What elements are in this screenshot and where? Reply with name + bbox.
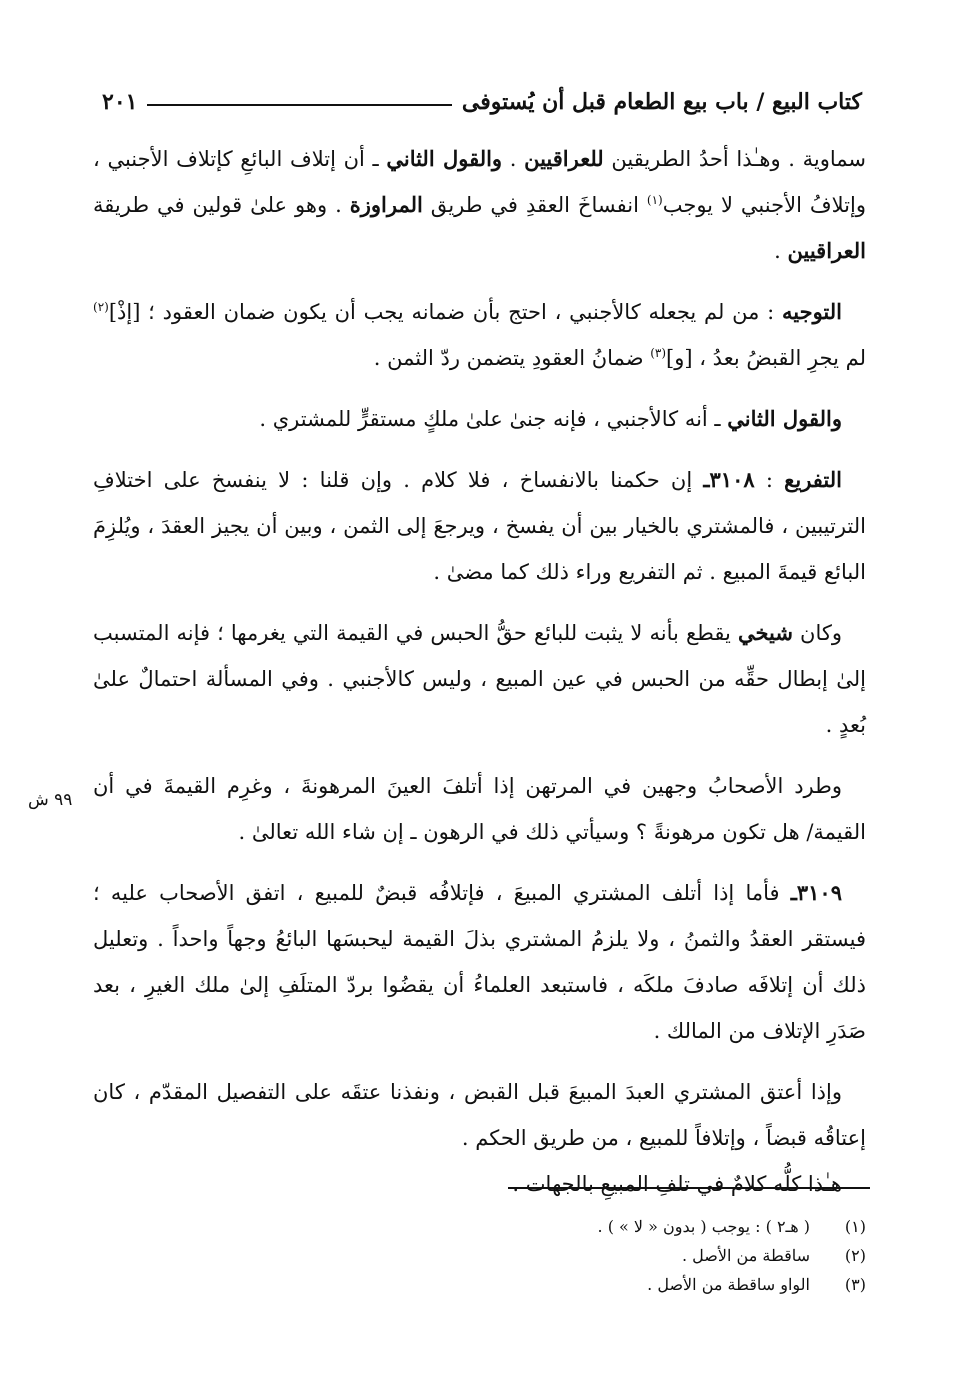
text-run: : من لم يجعله كالأجنبي ، احتج بأن ضمانه يجب أن يكون ضمان العقود ؛ [إذْ] (108, 300, 782, 324)
header-rule (147, 104, 451, 106)
paragraph-2 (93, 289, 866, 381)
text-run: . وهو علىٰ قولين في طريقة (93, 193, 350, 217)
text-run: سماوية . وهـٰذا أحدُ الطريقين (603, 147, 866, 171)
footnote-item (93, 1212, 866, 1241)
paragraph-7 (93, 870, 866, 1054)
text-run: إن حكمنا بالانفساخ ، فلا كلام . وإن قلنا : لا ينفسخ على اختلافِ الترتيبين ، فالمشتري بالخيار بين أن يفسخ ، ويرجعَ إلى الثمن ، وبين أن يجيز العقدَ ، ويُلزِمَ البائع قيمةَ المبيع . ثم التفريع وراء ذلك كما مضىٰ . (93, 468, 866, 584)
footnote-text: ( هـ٢ ) : يوجب ( بدون « لا » ) . (597, 1217, 810, 1236)
running-header (102, 84, 862, 120)
bold-term: والقول الثاني (386, 146, 503, 171)
chapter-title: كتاب البيع / باب بيع الطعام قبل أن يُستوفى (461, 89, 862, 115)
footnote-text: ساقطة من الأصل . (682, 1246, 810, 1265)
text-run: ـ أن إتلاف البائعِ كإتلاف الأجنبي ، وإتلافُ الأجنبي لا يوجب (93, 147, 866, 217)
text-run: وإذا أعتق المشتري العبدَ المبيعَ قبل القبض ، ونفذنا عتقَه على التفصيل المقدّم ، كان إعتاقُه قبضاً ، وإتلافاً للمبيع ، من طريق الحكم . (93, 1080, 866, 1150)
body-text (93, 136, 866, 1207)
paragraph-5 (93, 610, 866, 748)
bold-term: العراقيين (787, 238, 866, 263)
issue-number: ٣١٠٩ـ (790, 880, 842, 905)
paragraph-3 (93, 396, 866, 442)
bold-term: والقول الثاني (727, 406, 842, 431)
text-run: . (502, 147, 525, 171)
paragraph-8 (93, 1069, 866, 1161)
bold-term: شيخي (737, 620, 793, 645)
bold-term: التفريع (784, 467, 842, 492)
text-run: وكان (792, 621, 842, 645)
footnote-text: الواو ساقطة من الأصل . (647, 1275, 810, 1294)
text-run: : (754, 468, 785, 492)
footnote-ref-3: (٣) (650, 346, 667, 360)
text-run: ـ أنه كالأجنبي ، فإنه جنىٰ علىٰ ملكٍ مستقرٍّ للمشتري . (259, 407, 728, 431)
text-run: ضمانُ العقودِ يتضمن ردّ الثمن . (373, 346, 651, 370)
bold-term: التوجيه (782, 299, 842, 324)
footnote-number: (٣) (844, 1275, 866, 1294)
bold-term: المراوزة (349, 192, 423, 217)
paragraph-9 (93, 1161, 866, 1207)
footnotes (93, 1212, 866, 1299)
text-run: انفساخَ العقدِ في طريق (422, 193, 647, 217)
paragraph-4 (93, 457, 866, 595)
paragraph-6 (93, 763, 866, 855)
page-number: ٢٠١ (102, 89, 138, 115)
paragraph-1 (93, 136, 866, 274)
footnote-number: (١) (844, 1217, 866, 1236)
text-run: . (774, 239, 788, 263)
footnote-number: (٢) (844, 1246, 866, 1265)
text-run: هـٰذا كلُّه كلامٌ في تلفِ المبيعِ بالجهات . (512, 1172, 842, 1196)
text-run: يقطع بأنه لا يثبت للبائع حقُّ الحبس في القيمة التي يغرمها ؛ فإنه المتسبب إلىٰ إبطال حقِّه من الحبس في عين المبيع ، وليس كالأجنبي . وفي المسألة احتمالٌ علىٰ بُعدٍ . (93, 621, 866, 737)
text-run: فأما إذا أتلف المشتري المبيعَ ، فإتلافُه قبضٌ للمبيع ، اتفق الأصحاب عليه ؛ فيستقر العقدُ والثمنُ ، ولا يلزمُ المشتري بذلَ القيمة ليحبسَها البائعُ وجهاً واحداً . وتعليل ذلك أن إتلافَه صادفَ ملكَه ، فاستبعد العلماءُ أن يقضُوا بردّ المتلَفِ إلىٰ ملك الغيرِ ، بعد صَدَرِ الإتلاف من المالك . (93, 881, 866, 1043)
footnote-ref-2: (٢) (93, 300, 109, 314)
footnote-item (93, 1241, 866, 1270)
text-run: وطرد الأصحابُ وجهين في المرتهن إذا أتلفَ العينَ المرهونةَ ، وغرِم القيمةَ في أن القيمة/ هل تكون مرهونةً ؟ وسيأتي ذلك في الرهون ـ إن شاء الله تعالىٰ . (93, 774, 866, 844)
footnote-rule (508, 1187, 870, 1189)
footnote-ref-1: (١) (646, 193, 663, 207)
issue-number: ٣١٠٨ـ (703, 467, 755, 492)
manuscript-folio-note: ٩٩ ش (28, 790, 73, 810)
text-run: لم يجرِ القبضُ بعدُ ، [و] (666, 346, 866, 370)
footnote-item (93, 1270, 866, 1299)
bold-term: للعراقيين (524, 146, 604, 171)
